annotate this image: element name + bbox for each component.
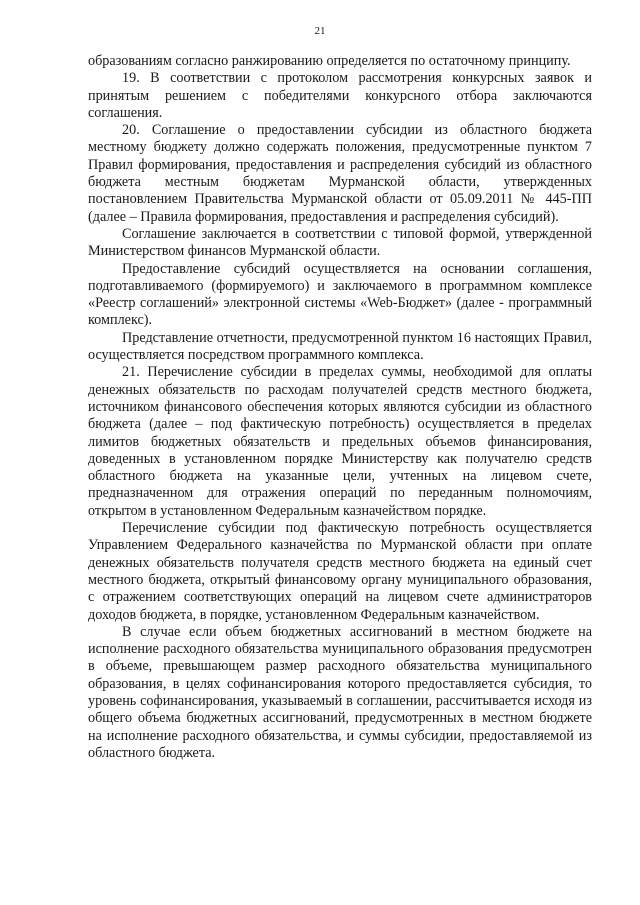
paragraph-item-19: 19. В соответствии с протоколом рассмотрения конкурсных заявок и принятым решением с победителями конкурсного отбора заключаются соглашения.: [88, 70, 592, 121]
paragraph-item-20: 20. Соглашение о предоставлении субсидии из областного бюджета местному бюджету должно содержать положения, предусмотренные пунктом 7 Правил формирования, предоставления и распределения субсидий из областного бюджета местным бюджетам Мурманской области, утвержденных постановлением Правительства Мурманской области от 05.09.2011 № 445-ПП (далее – Правила формирования, предоставления и распределения субсидий).: [88, 122, 592, 225]
page-number: 21: [314, 25, 326, 37]
paragraph-agreement-form: Соглашение заключается в соответствии с типовой формой, утвержденной Министерством финансов Мурманской области.: [88, 225, 592, 260]
paragraph-subsidy-provision: Предоставление субсидий осуществляется на основании соглашения, подготавливаемого (формируемого) и заключаемого в программном комплексе «Реестр соглашений» электронной системы «Web-Бюджет» (далее - программный комплекс).: [88, 260, 592, 329]
paragraph-reporting: Представление отчетности, предусмотренной пунктом 16 настоящих Правил, осуществляется посредством программного комплекса.: [88, 329, 592, 364]
paragraph-continuation: образованиям согласно ранжированию определяется по остаточному принципу.: [88, 53, 571, 69]
paragraph-item-21: 21. Перечисление субсидии в пределах суммы, необходимой для оплаты денежных обязательств по расходам получателей средств местного бюджета, источником финансового обеспечения которых являются субсидии из областного бюджета (далее – под фактическую потребность) осуществляется в пределах лимитов бюджетных обязательств и предельных объемов финансирования, доведенных в установленном порядке Министерству как получателю средств областного бюджета на указанные цели, учтенных на лицевом счете, предназначенном для отражения операций по переданным полномочиям, открытом в установленном Федеральным казначейством порядке.: [88, 364, 592, 519]
document-body: [88, 53, 592, 762]
paragraph-treasury-transfer: Перечисление субсидии под фактическую потребность осуществляется Управлением Федерального казначейства по Мурманской области при оплате денежных обязательств получателя средств местного бюджета на единый счет местного бюджета, открытый финансовому органу муниципального образования, с отражением соответствующих операций на лицевом счете администраторов доходов бюджета, в порядке, установленном Федеральным казначейством.: [88, 520, 592, 623]
paragraph-cofinancing: В случае если объем бюджетных ассигнований в местном бюджете на исполнение расходного обязательства муниципального образования предусмотрен в объеме, превышающем размер расходного обязательства муниципального образования, в целях софинансирования которого предоставляется субсидия, то уровень софинансирования, указываемый в соглашении, рассчитывается исходя из общего объема бюджетных ассигнований, предусмотренных в местном бюджете на исполнение расходного обязательства, и суммы субсидии, предоставляемой из областного бюджета.: [88, 623, 592, 761]
